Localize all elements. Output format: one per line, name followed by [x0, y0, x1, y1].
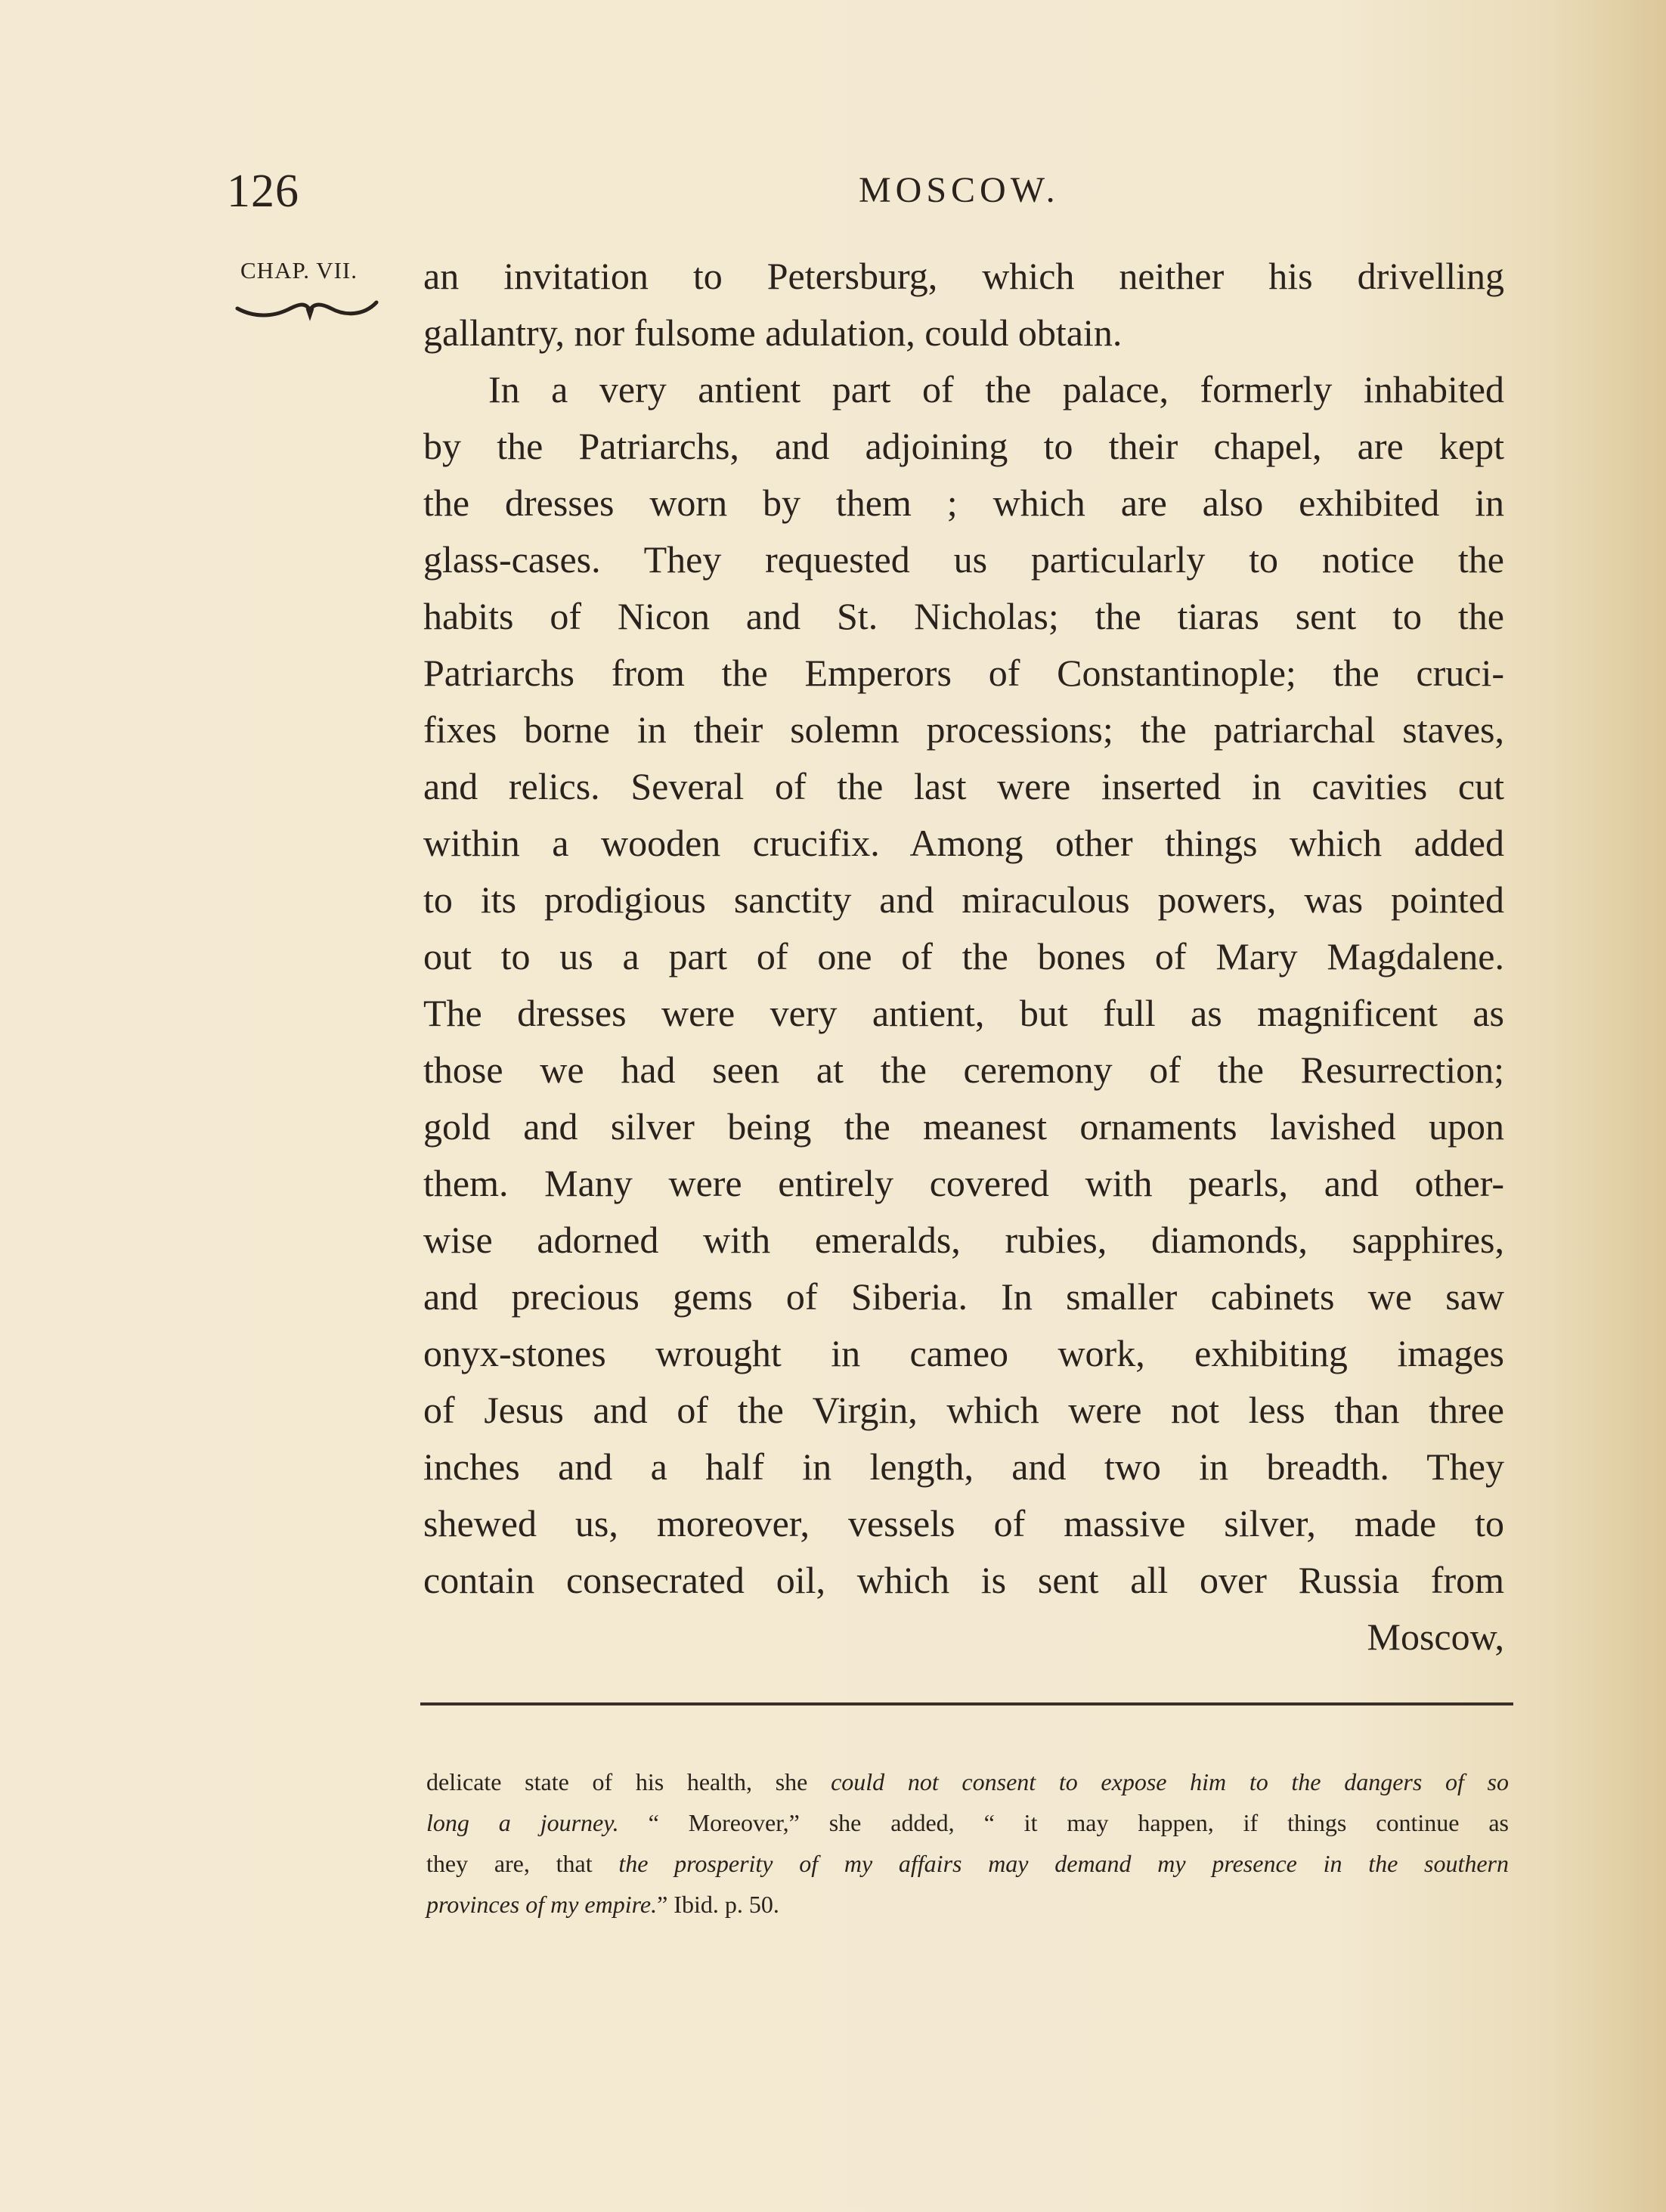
- footnote-line: [426, 1761, 1509, 1802]
- text-line: those we had seen at the ceremony of the Resurrection;: [423, 1049, 1504, 1091]
- footnote: [426, 1761, 1509, 1925]
- text-line: habits of Nicon and St. Nicholas; the tiaras sent to the: [423, 595, 1504, 637]
- footnote-text: delicate state of his health, she: [426, 1768, 831, 1795]
- footnote-italic-text: provinces of my empire.: [426, 1891, 658, 1918]
- text-line: of Jesus and of the Virgin, which were not less than three: [423, 1389, 1504, 1431]
- text-line: inches and a half in length, and two in breadth. They: [423, 1445, 1504, 1488]
- footnote-text: ” Ibid. p. 50.: [657, 1891, 779, 1918]
- flourish-ornament-icon: [231, 295, 382, 322]
- text-line: gallantry, nor fulsome adulation, could obtain.: [423, 311, 1123, 354]
- text-line: the dresses worn by them ; which are also exhibited in: [423, 482, 1504, 524]
- text-line: by the Patriarchs, and adjoining to their chapel, are kept: [423, 425, 1504, 467]
- text-line: shewed us, moreover, vessels of massive silver, made to: [423, 1502, 1504, 1544]
- footnote-line: [426, 1884, 1509, 1925]
- text-line: gold and silver being the meanest ornaments lavished upon: [423, 1105, 1504, 1148]
- footnote-divider: [420, 1702, 1513, 1705]
- text-line: and relics. Several of the last were inserted in cavities cut: [423, 765, 1504, 807]
- text-line: out to us a part of one of the bones of Mary Magdalene.: [423, 935, 1504, 977]
- text-line: Patriarchs from the Emperors of Constantinople; the cruci-: [423, 652, 1504, 694]
- chapter-margin-note: CHAP. VII.: [240, 257, 358, 283]
- footnote-italic-text: the prosperity of my affairs may demand my presence in the southern: [618, 1850, 1510, 1877]
- footnote-italic-text: long a journey.: [426, 1809, 619, 1836]
- text-line: to its prodigious sanctity and miraculous powers, was pointed: [423, 878, 1504, 921]
- page-header: [0, 165, 1666, 225]
- text-line: The dresses were very antient, but full as magnificent as: [423, 992, 1504, 1034]
- footnote-line: [426, 1802, 1509, 1843]
- catchword: Moscow,: [1367, 1616, 1504, 1658]
- text-line: glass-cases. They requested us particularly to notice the: [423, 538, 1504, 581]
- text-line: onyx-stones wrought in cameo work, exhibiting images: [423, 1332, 1504, 1374]
- text-line: fixes borne in their solemn processions; the patriarchal staves,: [423, 708, 1504, 751]
- footnote-italic-text: could not consent to expose him to the dangers of so: [831, 1768, 1510, 1795]
- text-line: an invitation to Petersburg, which neither his drivelling: [423, 255, 1504, 297]
- text-line: them. Many were entirely covered with pearls, and other-: [423, 1162, 1504, 1204]
- footnote-line: [426, 1843, 1509, 1884]
- footnote-text: “ Moreover,” she added, “ it may happen, if things continue as: [618, 1809, 1510, 1836]
- text-line: within a wooden crucifix. Among other things which added: [423, 822, 1504, 864]
- footnote-text: they are, that: [426, 1850, 619, 1877]
- page-number: 126: [227, 166, 299, 217]
- text-line: wise adorned with emeralds, rubies, diamonds, sapphires,: [423, 1219, 1504, 1261]
- text-line: and precious gems of Siberia. In smaller cabinets we saw: [423, 1275, 1504, 1318]
- text-line: contain consecrated oil, which is sent all over Russia from: [423, 1559, 1504, 1601]
- main-text: [423, 248, 1504, 1665]
- running-title: MOSCOW.: [859, 170, 1060, 210]
- text-line: In a very antient part of the palace, formerly inhabited: [488, 368, 1504, 410]
